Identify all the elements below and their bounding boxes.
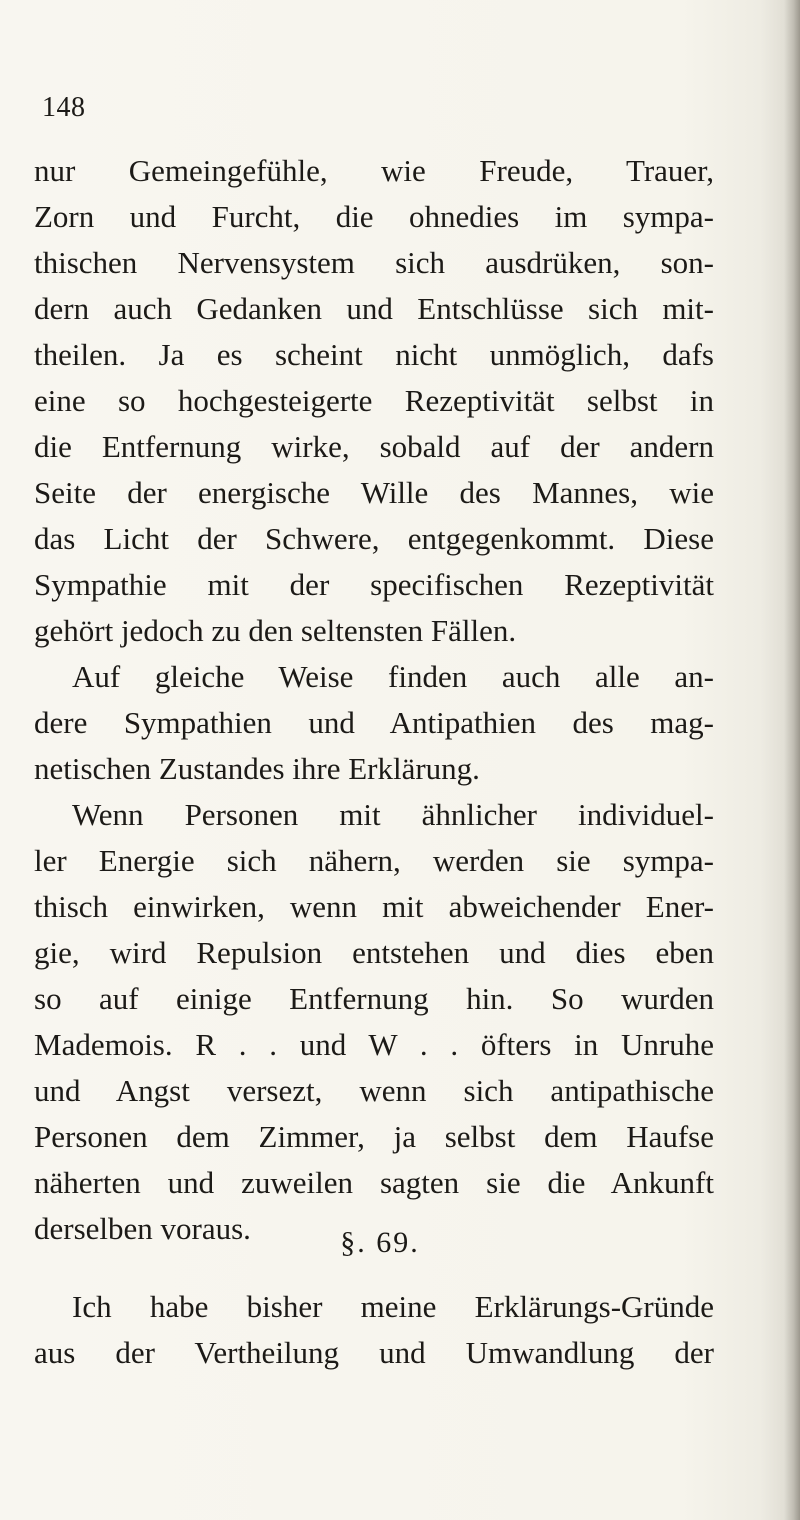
text-line: so auf einige Entfernung hin. So wurden (34, 981, 714, 1016)
text-line: näherten und zuweilen sagten sie die Ankunft (34, 1165, 714, 1200)
text-line: thischen Nervensystem sich ausdrüken, son- (34, 245, 714, 280)
text-line: Sympathie mit der specifischen Rezeptivität (34, 567, 714, 602)
text-line-indented: Auf gleiche Weise finden auch alle an- (72, 659, 714, 694)
text-line: derselben voraus. (34, 1211, 251, 1246)
body-text (34, 148, 714, 1252)
body-text-continued (34, 1284, 714, 1376)
text-line-indented: Ich habe bisher meine Erklärungs-Gründe (72, 1289, 714, 1324)
text-line: Seite der energische Wille des Mannes, wie (34, 475, 714, 510)
text-line: gie, wird Repulsion entstehen und dies eben (34, 935, 714, 970)
text-line: aus der Vertheilung und Umwandlung der (34, 1335, 714, 1370)
text-line: Mademois. R . . und W . . öfters in Unruhe (34, 1027, 714, 1062)
text-line: dern auch Gedanken und Entschlüsse sich mit- (34, 291, 714, 326)
text-line: theilen. Ja es scheint nicht unmöglich, dafs (34, 337, 714, 372)
text-line: das Licht der Schwere, entgegenkommt. Diese (34, 521, 714, 556)
text-line: ler Energie sich nähern, werden sie sympa- (34, 843, 714, 878)
text-line-indented: Wenn Personen mit ähnlicher individuel- (72, 797, 714, 832)
text-line: nur Gemeingefühle, wie Freude, Trauer, (34, 153, 714, 188)
text-line: die Entfernung wirke, sobald auf der andern (34, 429, 714, 464)
text-line: und Angst versezt, wenn sich antipathische (34, 1073, 714, 1108)
text-line: gehört jedoch zu den seltensten Fällen. (34, 613, 517, 648)
text-line: thisch einwirken, wenn mit abweichender Ener- (34, 889, 714, 924)
text-line: Zorn und Furcht, die ohnedies im sympa- (34, 199, 714, 234)
text-line: Personen dem Zimmer, ja selbst dem Haufse (34, 1119, 714, 1154)
text-line: eine so hochgesteigerte Rezeptivität selbst in (34, 383, 714, 418)
page-edge-shadow (784, 0, 800, 1520)
text-line: dere Sympathien und Antipathien des mag- (34, 705, 714, 740)
page-number: 148 (42, 92, 86, 123)
section-heading: §. 69. (340, 1226, 420, 1259)
text-line: netischen Zustandes ihre Erklärung. (34, 751, 480, 786)
